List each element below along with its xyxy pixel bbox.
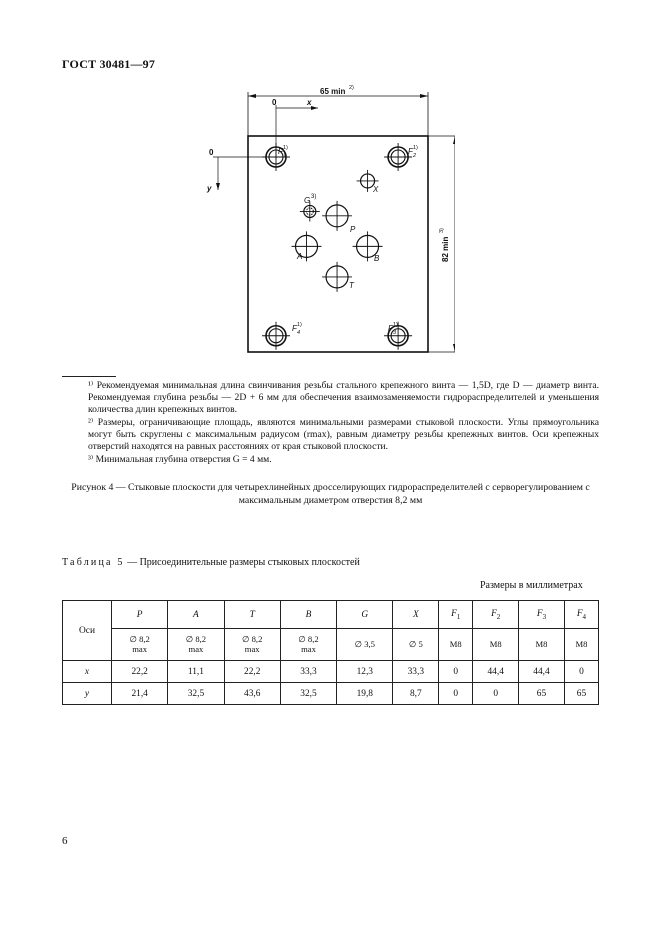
column-spec-3: [280, 629, 336, 661]
column-name: F: [576, 608, 583, 619]
spec-wrap: [450, 639, 462, 649]
port-label-g-sup: 3): [311, 194, 317, 200]
fastener-label-sub: 2: [413, 153, 417, 159]
spec-max: max: [301, 644, 316, 654]
footnote-2: [62, 417, 599, 454]
column-header-2: [224, 601, 280, 629]
table-cell: 0: [564, 661, 598, 683]
column-header-4: [337, 601, 393, 629]
mounting-surface-drawing: [195, 85, 455, 360]
spec-wrap: [490, 639, 502, 649]
spec-diameter: ∅ 8,2: [185, 634, 207, 644]
spec-wrap: [536, 639, 548, 649]
port-label-g: G: [304, 196, 311, 205]
table-title: [62, 557, 360, 568]
column-spec-7: [473, 629, 519, 661]
column-spec-8: [519, 629, 565, 661]
footnote-2-text: ²⁾ Размеры, ограничивающие площадь, являются минимальными размерами стыковой плоскости. Углы прямоугольника могут быть скруглены с максимальным радиусом (rmax), равным диаметру резьбы крепежных винтов. Оси крепежных отверстий находятся на равных расстояниях от края стыковой плоскости.: [88, 417, 599, 453]
table-cell: 8,7: [393, 683, 439, 705]
spec-max: max: [188, 644, 204, 654]
port-label-p: P: [350, 225, 356, 234]
spec-diameter: ∅ 8,2: [298, 634, 319, 644]
column-spec-6: [439, 629, 473, 661]
column-spec-2: [224, 629, 280, 661]
spec-diameter: ∅ 8,2: [129, 634, 150, 644]
column-spec-4: [337, 629, 393, 661]
table-cell: 0: [473, 683, 519, 705]
column-name: G: [361, 609, 369, 620]
table-cell: 22,2: [112, 661, 168, 683]
table-cell: 44,4: [519, 661, 565, 683]
spec-wrap: [129, 634, 149, 654]
fastener-label-sup: 1): [283, 145, 288, 151]
table-cell: 65: [564, 683, 598, 705]
fastener-label-sup: 1): [393, 322, 398, 328]
axes-header-cell: Оси: [63, 601, 112, 661]
row-axis: y: [63, 683, 112, 705]
table-cell: 0: [439, 683, 473, 705]
column-name: F: [451, 608, 457, 619]
spec-wrap: [186, 634, 206, 654]
table-cell: 32,5: [168, 683, 224, 705]
height-dimension-sup: 3): [439, 228, 445, 233]
port-label-x: X: [373, 185, 379, 194]
x-axis-label: x: [307, 98, 312, 107]
spec-wrap: [575, 639, 587, 649]
port-label-t: T: [349, 281, 354, 290]
origin-y-label: 0: [209, 148, 214, 157]
footnote-3: [62, 454, 599, 466]
spec-wrap: [409, 639, 423, 649]
spec-diameter: M8: [535, 639, 548, 649]
fastener-label-sub: 4: [297, 330, 301, 336]
column-name: A: [193, 609, 199, 620]
column-header-8: [519, 601, 565, 629]
table-cell: 19,8: [337, 683, 393, 705]
column-header-1: [168, 601, 224, 629]
units-note: Размеры в миллиметрах: [480, 580, 583, 591]
height-dimension-label: 82 min: [441, 236, 450, 262]
hole-p-icon: [322, 201, 352, 231]
fastener-label-sup: 1): [297, 322, 302, 328]
column-name: B: [305, 609, 312, 620]
spec-diameter: M8: [575, 639, 588, 649]
table-cell: 65: [519, 683, 565, 705]
fastener-label-f1: F: [278, 147, 283, 156]
table-number: Таблица 5: [62, 557, 125, 568]
table-spec-row: [63, 629, 599, 661]
column-subscript: 4: [582, 612, 587, 621]
table-header-row: [63, 601, 599, 629]
table-cell: 44,4: [473, 661, 519, 683]
table-title-text: — Присоединительные размеры стыковых плоскостей: [124, 557, 360, 568]
dimensions-table: [62, 600, 599, 705]
table-cell: 11,1: [168, 661, 224, 683]
figure-caption: Рисунок 4 — Стыковые плоскости для четырехлинейных дросселирующих гидрораспределителей с серворегулированием с максимальным диаметром отверстия 8,2 мм: [71, 482, 590, 506]
footnote-rule: [62, 376, 116, 377]
spec-max: max: [244, 644, 260, 654]
column-header-9: [564, 601, 598, 629]
table-row: [63, 683, 599, 705]
port-label-a: A: [297, 252, 303, 261]
spec-wrap: [298, 634, 318, 654]
column-name: F: [536, 608, 543, 619]
column-header-0: [112, 601, 168, 629]
spec-wrap: [355, 639, 375, 649]
column-subscript: 2: [496, 612, 501, 621]
column-name: F: [491, 608, 497, 619]
column-header-7: [473, 601, 519, 629]
spec-diameter: ∅ 8,2: [242, 634, 263, 644]
footnote-1: [62, 380, 599, 417]
fastener-label-sub: 1: [283, 153, 287, 159]
fastener-label-f4: F: [292, 324, 297, 333]
y-axis-label: y: [207, 184, 212, 193]
column-spec-9: [564, 629, 598, 661]
column-subscript: 3: [542, 612, 547, 621]
column-subscript: 1: [456, 612, 461, 621]
table-cell: 33,3: [280, 661, 336, 683]
column-name: P: [136, 609, 143, 620]
footnote-1-text: ¹⁾ Рекомендуемая минимальная длина свинчивания резьбы стального крепежного винта — 1,5D, где D — диаметр винта. Рекомендуемая глубина резьбы — 2D + 6 мм для обеспечения взаимозаменяемости гидрораспределителей и уменьшения количества длин крепежных винтов.: [88, 380, 599, 416]
column-name: X: [412, 609, 419, 620]
table-cell: 0: [439, 661, 473, 683]
column-spec-5: [393, 629, 439, 661]
table-cell: 33,3: [393, 661, 439, 683]
spec-diameter: M8: [449, 639, 462, 649]
spec-max: max: [132, 644, 148, 654]
spec-diameter: ∅ 3,5: [354, 639, 375, 649]
spec-diameter: M8: [489, 639, 502, 649]
spec-wrap: [242, 634, 262, 654]
spec-diameter: ∅ 5: [408, 639, 423, 649]
hole-f4-icon: [262, 322, 290, 350]
fastener-label-sub: 3: [393, 330, 397, 336]
width-dimension-sup: 2): [349, 85, 354, 91]
footnote-3-text: ³⁾ Минимальная глубина отверстия G = 4 мм.: [88, 454, 272, 465]
hole-t-icon: [322, 262, 352, 292]
column-header-6: [439, 601, 473, 629]
column-name: T: [249, 609, 255, 620]
height-dimension-group: [439, 228, 450, 262]
fastener-label-f2: F: [408, 147, 413, 156]
page-number: 6: [62, 835, 68, 847]
column-header-5: [393, 601, 439, 629]
fastener-label-f3: F: [388, 324, 393, 333]
fastener-label-sup: 1): [413, 145, 418, 151]
column-spec-1: [168, 629, 224, 661]
port-label-b: B: [374, 254, 380, 263]
document-header: ГОСТ 30481—97: [62, 57, 156, 71]
table-cell: 22,2: [224, 661, 280, 683]
table-row: [63, 661, 599, 683]
column-header-3: [280, 601, 336, 629]
table-cell: 43,6: [224, 683, 280, 705]
mounting-plate-outline: [248, 136, 428, 352]
table-cell: 21,4: [112, 683, 168, 705]
row-axis: x: [63, 661, 112, 683]
table-cell: 32,5: [280, 683, 336, 705]
table-cell: 12,3: [337, 661, 393, 683]
column-spec-0: [112, 629, 168, 661]
origin-x-label: 0: [272, 98, 277, 107]
width-dimension-label: 65 min: [320, 87, 346, 96]
